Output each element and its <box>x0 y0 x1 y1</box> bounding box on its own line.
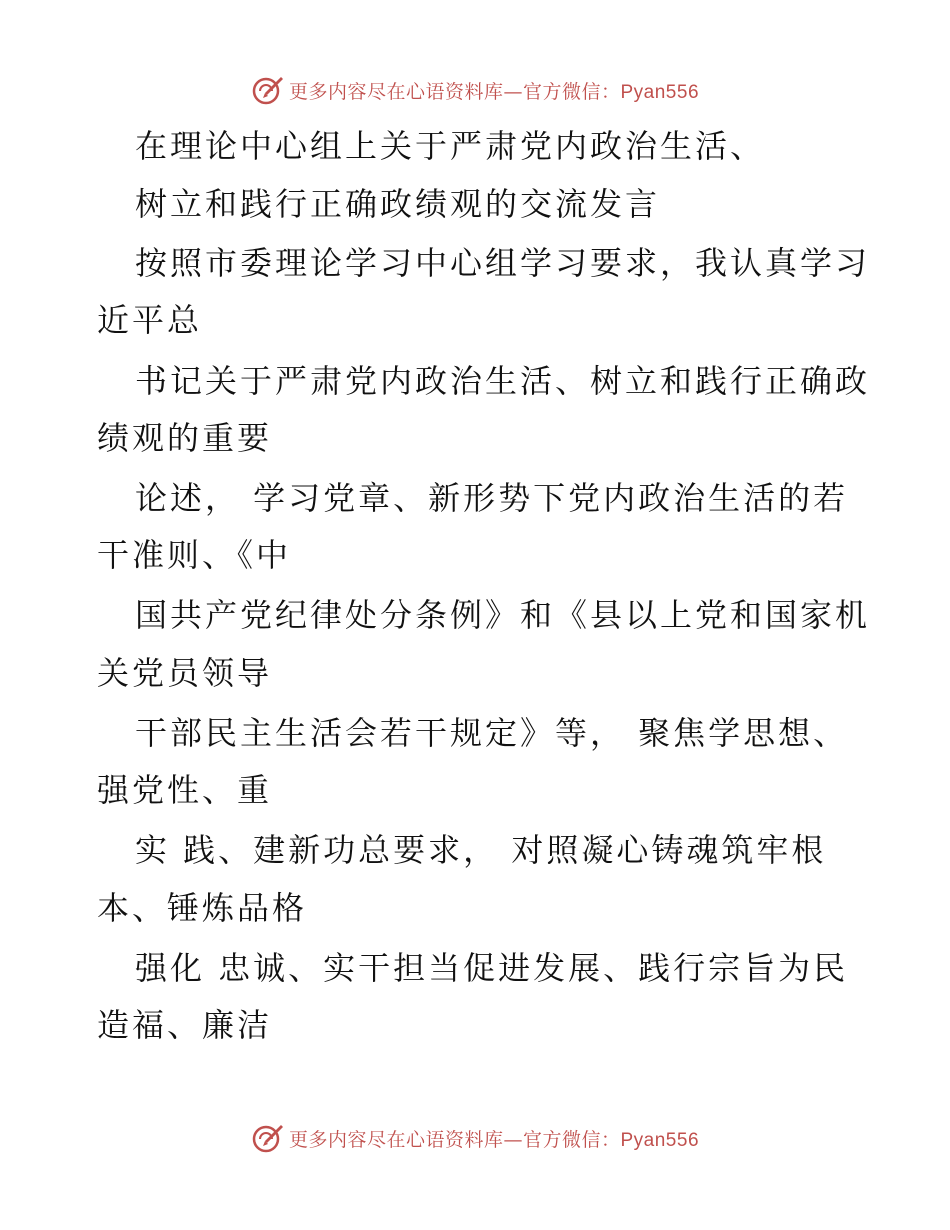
text-line: 在理论中心组上关于严肃党内政治生活、 <box>135 127 766 165</box>
pen-logo-icon <box>251 73 285 107</box>
text-line: 本、锤炼品格 <box>97 889 308 927</box>
pen-logo-icon <box>251 1121 285 1155</box>
text-line: 按照市委理论学习中心组学习要求，我认真学习 <box>135 244 871 282</box>
watermark-id: Pyan556 <box>620 81 700 103</box>
text-line: 关党员领导 <box>97 654 273 692</box>
text-line: 绩观的重要 <box>97 419 273 457</box>
watermark-text: 更多内容尽在心语资料库—官方微信： <box>288 1128 621 1151</box>
text-line: 强党性、重 <box>97 771 273 809</box>
text-line: 干部民主生活会若干规定》等， 聚焦学思想、 <box>135 714 849 752</box>
watermark-text: 更多内容尽在心语资料库—官方微信： <box>288 80 621 103</box>
text-line: 造福、廉洁 <box>97 1006 273 1044</box>
text-line: 树立和践行正确政绩观的交流发言 <box>135 185 661 223</box>
header-watermark <box>0 70 950 110</box>
text-line: 干准则、《中 <box>97 536 292 574</box>
text-line: 国共产党纪律处分条例》和《县以上党和国家机 <box>135 596 871 634</box>
watermark-id: Pyan556 <box>620 1129 700 1151</box>
text-line: 实 践、建新功总要求， 对照凝心铸魂筑牢根 <box>135 831 827 869</box>
text-line: 论述， 学习党章、新形势下党内政治生活的若 <box>135 479 849 517</box>
text-line: 强化 忠诚、实干担当促进发展、践行宗旨为民 <box>135 949 849 987</box>
text-line: 书记关于严肃党内政治生活、树立和践行正确政 <box>135 362 871 400</box>
footer-watermark <box>0 1118 950 1158</box>
text-line: 近平总 <box>97 301 203 339</box>
